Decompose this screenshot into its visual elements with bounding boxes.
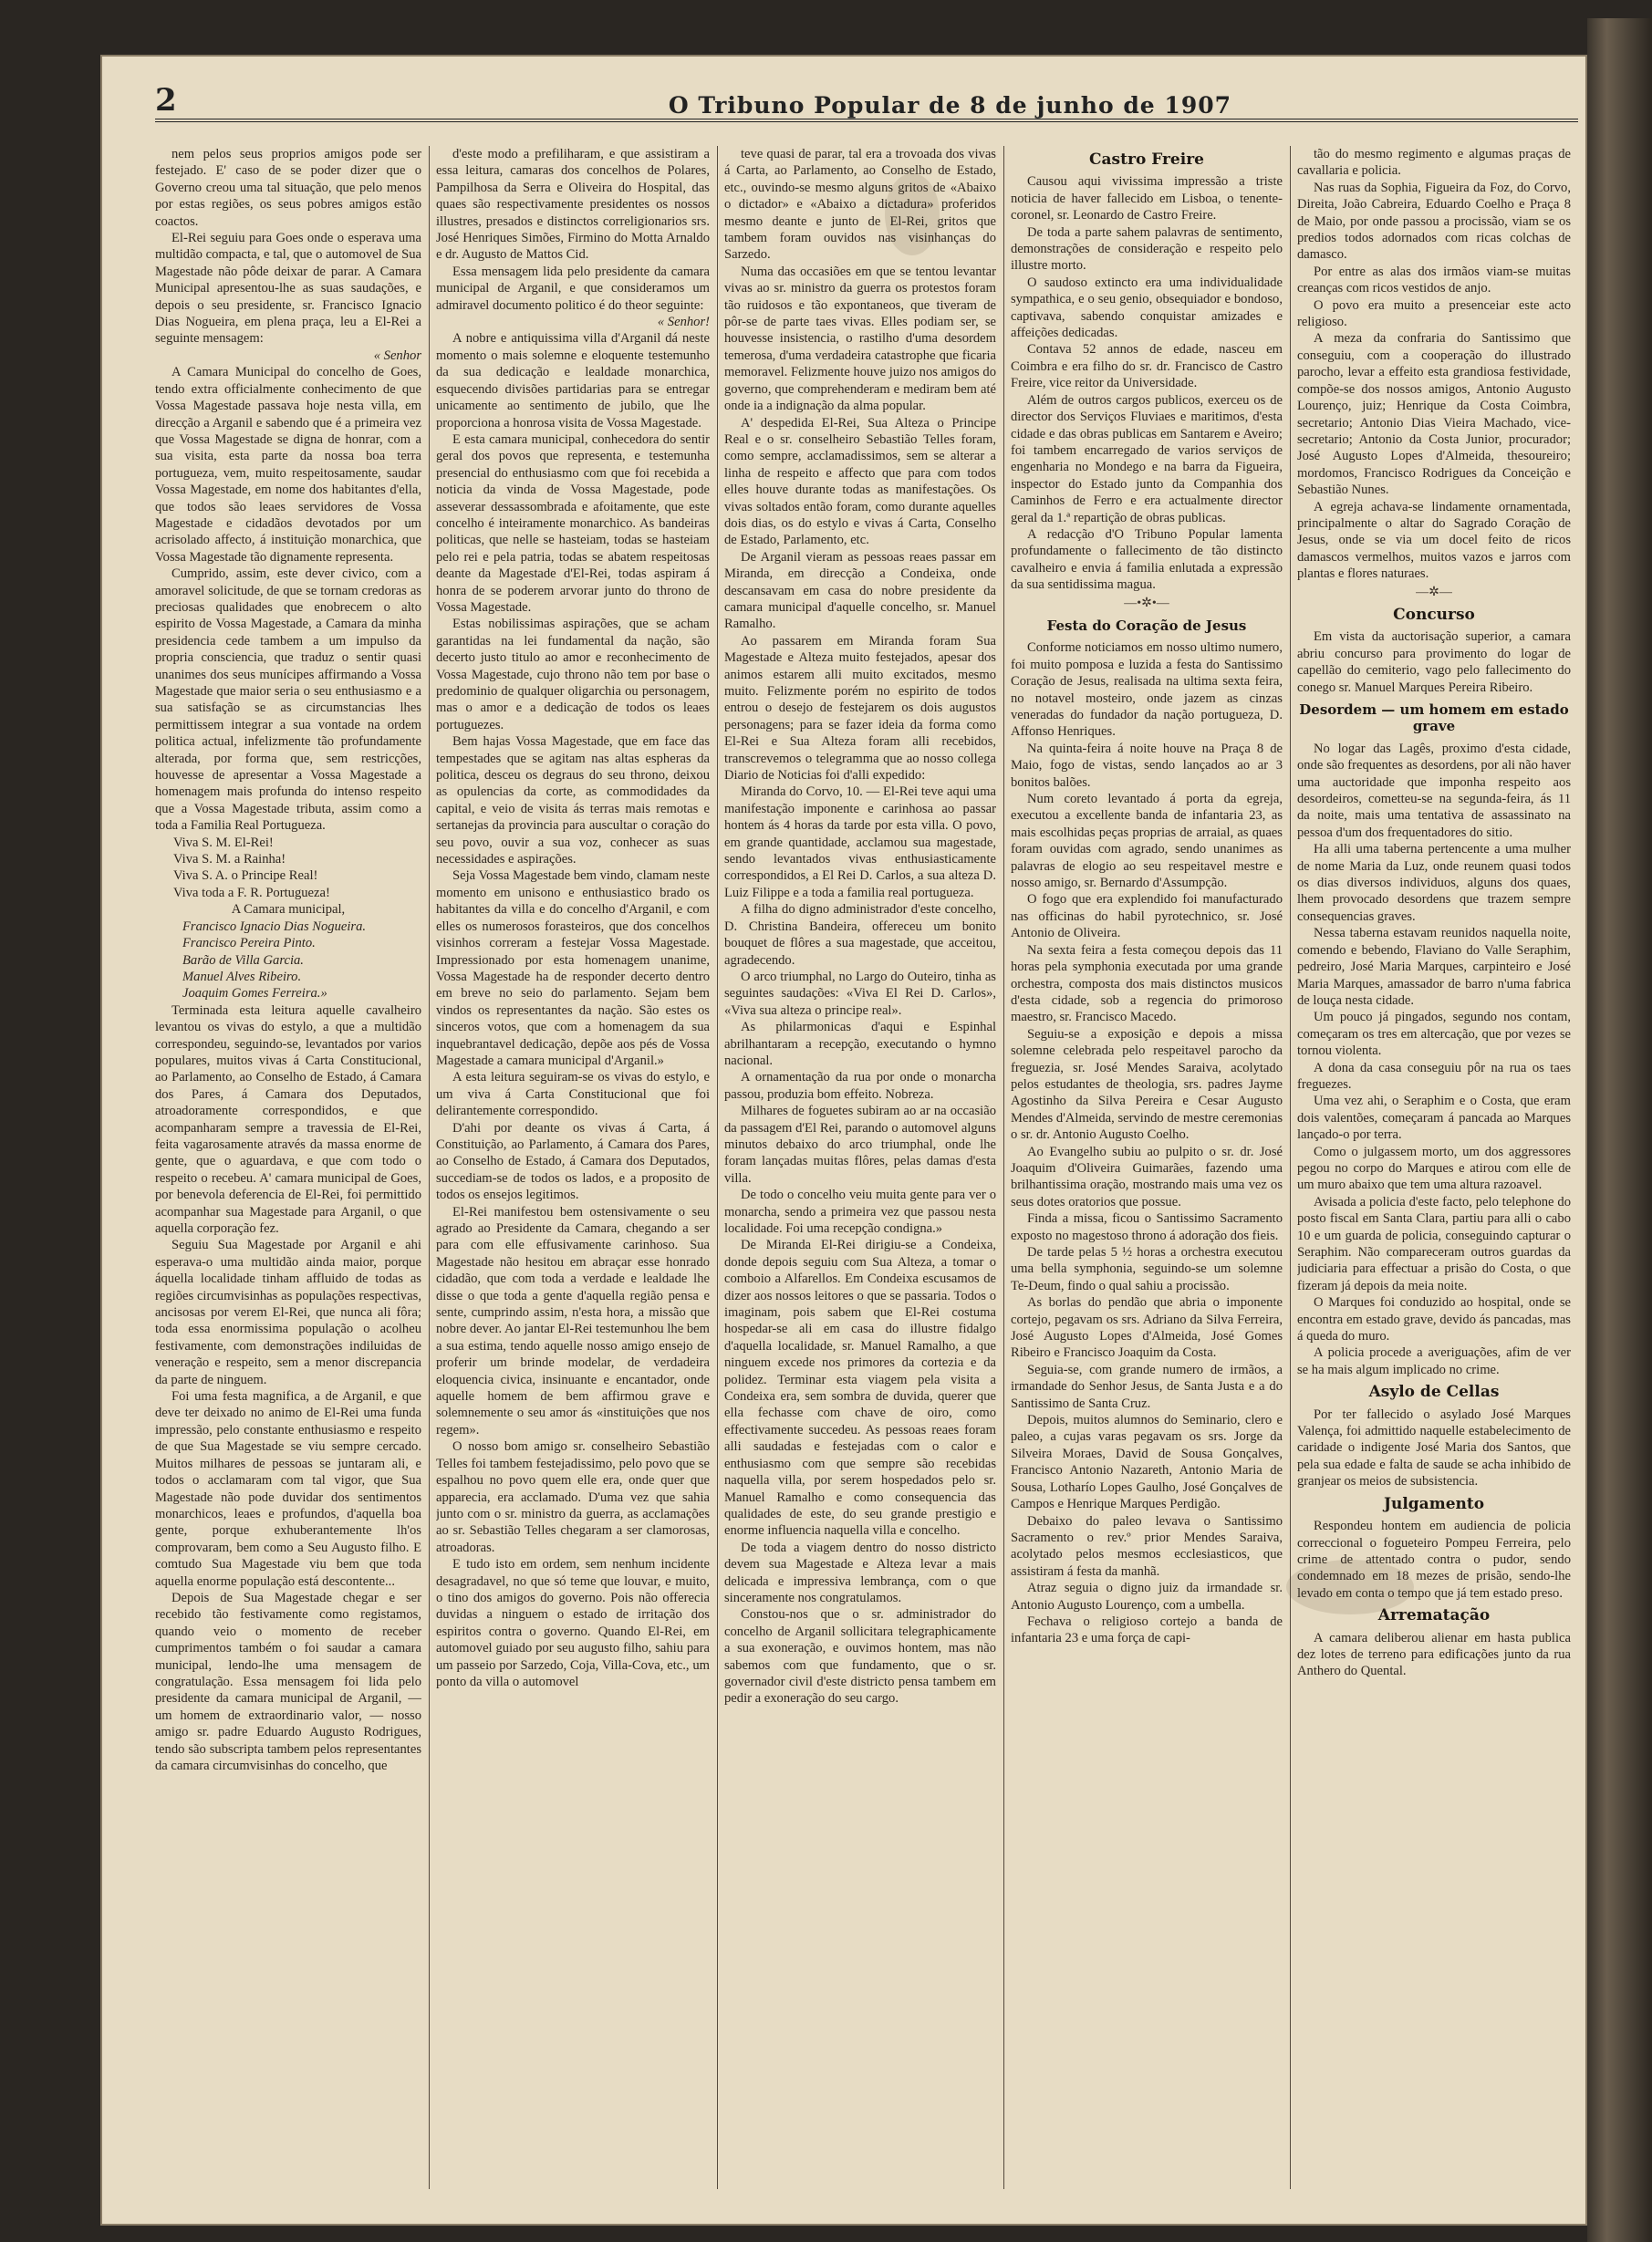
paragraph: Seguia-se, com grande numero de irmãos, a irmandade do Senhor Jesus, de Santa Justa e a do Santissimo de Santa Cruz. (1011, 1362, 1283, 1411)
columns (155, 146, 1578, 2207)
paragraph: A meza da confraria do Santissimo que conseguiu, com a cooperação do illustrado parocho, levar a effeito esta grandiosa festividade, compõe-se dos nossos amigos, Antonio Augusto Lourenço, juiz; Henrique da Costa Coimbra, secretario; Antonio Dias Vieira Machado, vice-secretario; Antonio da Costa Junior, procurador; José Augusto Lopes d'Almeida, thesoureiro; mordomos, Francisco Rodrigues da Conceição e Sebastião Nunes. (1297, 331, 1571, 498)
ornament-divider: —•✲•— (1124, 596, 1169, 610)
article-paragraphs (1297, 146, 1571, 583)
paragraph: Seja Vossa Magestade bem vindo, clamam neste momento em unisono e enthusiastico brado os habitantes da villa e do concelho d'Arganil, e com elles os numerosos forasteiros, que dos concelhos visinhos correram a festejar Vossa Magestade. Impressionado por esta homenagem unanime, Vossa Magestade ha de responder decerto dentro em breve no seio do parlamento. Sejam bem vindos os representantes da nação. São estes os sinceros votos, que com a homenagem da sua inquebrantavel dedicação, depõe aos pés de Vossa Magestade a camara municipal d'Arganil.» (436, 868, 710, 1068)
paragraph: Causou aqui vivissima impressão a triste noticia de haver fallecido em Lisboa, o tenente-coronel, sr. Leonardo de Castro Freire. (1011, 174, 1283, 223)
paragraph: Por entre as alas dos irmãos viam-se muitas creanças com ricos vestidos de anjo. (1297, 264, 1571, 296)
paragraph: Na quinta-feira á noite houve na Praça 8 de Maio, fogo de vistas, sendo lançados ao ar 3 bonitos balões. (1011, 741, 1283, 790)
paragraph: E esta camara municipal, conhecedora do sentir geral dos povos que representa, e testemunha presencial do enthusiasmo com que foi recebida a noticia da vinda de Vossa Magestade, pode asseverar dessassombrada e afoitamente, que este concelho é inteiramente monarchico. As bandeiras politicas, que nelle se hasteiam, todas se hasteiam pelo rei e pela patria, todas se abatem respeitosas deante da Magestade d'El-Rei, todas aspiram á honra de se poderem arvorar junto do throno de Vossa Magestade. (436, 431, 710, 615)
signatories-list (155, 919, 421, 1002)
paragraph: No logar das Lagês, proximo d'esta cidade, onde são frequentes as desordens, por ali não haver uma auctoridade que imponha respeito aos desordeiros, cometteu-se na segunda-feira, ás 11 da noite, mais uma tentativa de assassinato na pessoa d'um dos frequentadores do sitio. (1297, 741, 1571, 840)
message-paragraphs (436, 330, 710, 1069)
paragraph: Além de outros cargos publicos, exerceu os de director dos Serviços Fluviaes e maritimos, d'esta cidade e das obras publicas em Santarem e Aveiro; foi tambem encarregado de varios serviços de engenharia no Mondego e na barra da Figueira, inspector do Estado junto da Companhia dos Caminhos de Ferro e era actualmente director geral da 1.ª repartição de obras publicas. (1011, 392, 1283, 525)
column-1 (155, 146, 421, 2189)
paragraph: Numa das occasiões em que se tentou levantar vivas ao sr. ministro da guerra os protestos foram tão ruidosos e tão expontaneos, que tiveram de pôr-se de parte taes vivas. Elles podiam ser, se houvesse insistencia, o rastilho d'uma desordem temerosa, d'uma verdadeira catastrophe que ficaria memoravel. Felizmente houve juizo nos amigos do governo, que comprehenderam e mediram bem até onde ia a indignação da alma popular. (724, 264, 996, 414)
article-paragraphs (1297, 1406, 1571, 1490)
paragraph: Bem hajas Vossa Magestade, que em face das tempestades que se agitam nas altas espheras da politica, desceu os degraus do seu throno, deixou as opulencias da corte, as commodidades da capital, e veio de visita ás terras mais remotas e sertanejas da provincia para auscultar o coração do seu povo, ouvir a sua voz, conhecer as suas necessidades e aspirações. (436, 734, 710, 867)
paragraph: Avisada a policia d'este facto, pelo telephone do posto fiscal em Santa Clara, partiu para alli o cabo 10 e um guarda de policia, conseguindo capturar o Seraphim. Não compareceram outros guardas da judiciaria para effectuar a prisão do Costa, o que fizeram já depois da meia noite. (1297, 1194, 1571, 1293)
column-rule (1003, 146, 1004, 2189)
headline-festa: Festa do Coração de Jesus (1046, 617, 1247, 634)
paragraph: Ao passarem em Miranda foram Sua Magestade e Alteza muito festejados, apesar dos animos estarem alli muito excitados, mesmo muito. Felizmente porém no espirito de todos entrou o desejo de festejarem os dois augustos personagens; para se fazer ideia da forma como El-Rei e Sua Alteza foram alli recebidos, transcrevemos o telegramma que ao nosso collega Diario de Noticias foi d'alli expedido: (724, 633, 996, 784)
paragraph: E tudo isto em ordem, sem nenhum incidente desagradavel, no que só teme que louvar, e muito, o tino dos amigos do governo. Pois não offerecia duvidas a ninguem o estado de irritação dos espiritos contra o governo. Quando El-Rei, em automovel guiado por seu augusto filho, sahiu para um passeio por Sarzedo, Coja, Villa-Cova, etc., um ponto da villa o automovel (436, 1557, 710, 1689)
paragraph: As borlas do pendão que abria o imponente cortejo, pegavam os srs. Adriano da Silva Ferreira, José Augusto Lopes d'Almeida, José Gomes Ribeiro e Francisco Joaquim da Costa. (1011, 1295, 1283, 1361)
paragraph: Estas nobilissimas aspirações, que se acham garantidas na lei fundamental da nação, são decerto justo titulo ao amor e reconhecimento de Vossa Magestade, cujo throno não tem por base o predominio de qualquer oligarchia ou personagem, mas o amor e a dedicação de todos os leaes portuguezes. (436, 617, 710, 732)
paragraph: nem pelos seus proprios amigos pode ser festejado. E' caso de se poder dizer que o Governo creou uma tal situação, que pelo menos por estas regiões, os seus pobres amigos estão coactos. (155, 147, 421, 229)
paragraph: A esta leitura seguiram-se os vivas do estylo, e um viva á Carta Constitucional que foi delirantemente correspondido. (436, 1070, 710, 1119)
paragraph: De Miranda El-Rei dirigiu-se a Condeixa, donde depois seguiu com Sua Alteza, a tomar o comboio a Alfarellos. Em Condeixa escusamos de dizer aos nossos leitores o que se passaria. Todos o imaginam, pois sabem que El-Rei costuma hospedar-se ali em casa do illustre fidalgo d'aquella localidade, sr. Manuel Ramalho, a que ninguem excede nos primores da cortezia e da polidez. Terminar esta viagem pela visita a Condeixa era, sem sombra de duvida, querer que ella fechasse com chave de oiro, como effectivamente succedeu. As pessoas reaes foram alli saudadas e festejadas com o calor e enthusiasmo com que sempre são recebidas naquella villa, por serem hospedados pelo sr. Manuel Ramalho e como consequencia das qualidades de este, do seu grande prestigio e enorme influencia naquella villa e concelho. (724, 1238, 996, 1539)
paragraph: O povo era muito a presenceiar este acto religioso. (1297, 297, 1571, 330)
paragraph: A redacção d'O Tribuno Popular lamenta profundamente o fallecimento de tão distincto cavalheiro e envia á familia enlutada a expressão da sua sentidissima magua. (1011, 526, 1283, 593)
paragraph: A dona da casa conseguiu pôr na rua os taes freguezes. (1297, 1060, 1571, 1092)
paragraph: A policia procede a averiguações, afim de ver se ha mais algum implicado no crime. (1297, 1345, 1571, 1377)
paragraph: Viva S. M. El-Rei! (173, 835, 274, 850)
page-header (155, 73, 1578, 122)
paragraph: Como o julgassem morto, um dos aggressores pegou no corpo do Marques e atirou com elle de um muro abaixo que tem uma altura razoavel. (1297, 1144, 1571, 1193)
ornament-divider: —✲— (1416, 585, 1452, 599)
column-2 (436, 146, 710, 2189)
paragraph: D'ahi por deante os vivas á Carta, á Constituição, ao Parlamento, á Camara dos Pares, ao Conselho de Estado, á Camara dos Deputados, succediam-se de todos os lados, e a proposito de todos os ensejos legitimos. (436, 1120, 710, 1203)
headline-concurso: Concurso (1393, 605, 1475, 624)
paragraph: Seguiu-se a exposição e depois a missa solemne celebrada pelo respeitavel parocho da freguezia, sr. José Mendes Saraiva, acolytado pelos estudantes de theologia, srs. padres Jayme Agostinho da Silva Pereira e Cesar Augusto Mendes d'Almeida, servindo de mestre ceremonias o sr. dr. Antonio Augusto Coelho. (1011, 1026, 1283, 1143)
paragraph: El-Rei manifestou bem ostensivamente o seu agrado ao Presidente da Camara, chegando a ser para com elle effusivamente carinhoso. Sua Magestade não hesitou em abraçar esse honrado cidadão, que com toda a verdade e lealdade lhe disse o que toda a gente d'aquella região pensa e sente, cumprindo assim, n'esta hora, a missão que nobre dever. Ao jantar El-Rei testemunhou lhe bem a sua estima, tendo aquelle nosso amigo ensejo de proferir um brinde modelar, de verdadeira eloquencia civica, insinuante e encantador, onde aquelle homem de bem affirmou grave e solemnemente o seu amor ás «instituições que nos regem». (436, 1204, 710, 1438)
paragraph: A Camara Municipal do concelho de Goes, tendo extra officialmente conhecimento de que Vossa Magestade passava hoje nesta villa, em direcção a Arganil e sabendo que é a primeira vez que Vossa Magestade se digna de honrar, com a sua visita, esta parte da nossa boa terra portugueza, vem, muito respeitosamente, saudar Vossa Magestade, em nome dos habitantes d'ella, que todos são leaes servidores de Vossa Magestade e cidadãos devotados por um acrisolado affecto, á instituição monarchica, que Vossa Magestade tão dignamente representa. (155, 365, 421, 565)
paragraph: Joaquim Gomes Ferreira.» (182, 986, 327, 1002)
paragraph: Viva S. M. a Rainha! (173, 852, 286, 867)
headline-desordem: Desordem — um homem em estado grave (1299, 701, 1569, 735)
paragraph: Nessa taberna estavam reunidos naquella noite, comendo e bebendo, Flaviano do Valle Seraphim, pedreiro, José Maria Marques, carpinteiro e José Maria Marques, amassador de barro n'uma fabrica de louça nesta cidade. (1297, 926, 1571, 1008)
camara-label: A Camara municipal, (231, 902, 346, 918)
paragraph: Foi uma festa magnifica, a de Arganil, e que deve ter deixado no animo de El-Rei uma funda impressão, pelo constante enthusiasmo e respeito de que Sua Magestade se viu sempre cercado. Muitos milhares de pessoas se juntaram ali, e todos o acclamaram com tal vigor, que Sua Magestade não pode duvidar dos sentimentos monarchicos, leaes e profundos, d'aquella boa gente, porque exhuberantemente lh'os comprovaram, bem como a Seu Augusto filho. E comtudo Sua Magestade viu bem que toda aquella enorme população está descontente... (155, 1389, 421, 1589)
headline-julgamento: Julgamento (1383, 1494, 1485, 1513)
paragraph: A nobre e antiquissima villa d'Arganil dá neste momento o mais solemne e eloquente testemunho da sua dedicação e lealdade monarchica, esquecendo divisões partidarias para se entregar unicamente ao sentimento de jubilo, que lhe proporciona a honrosa visita de Vossa Magestade. (436, 331, 710, 431)
column-5 (1297, 146, 1571, 2189)
paragraph: A' despedida El-Rei, Sua Alteza o Principe Real e o sr. conselheiro Sebastião Telles foram, como sempre, acclamadissimos, sem se alterar a linha de respeito e affecto que para com todos elles houve durante todas as manifestações. Os vivas soltados então foram, como durante aquelles dois dias, os do estylo e vivas á Carta, Conselho de Estado, Parlamento, etc. (724, 415, 996, 548)
paragraph: El-Rei seguiu para Goes onde o esperava uma multidão compacta, e tal, que o automovel de Sua Magestade não pôde deixar de parar. A Camara Municipal apresentou-lhe as suas saudações, e depois o seu presidente, sr. Francisco Ignacio Dias Nogueira, em plena praça, leu a El-Rei a seguinte mensagem: (155, 231, 421, 347)
paragraph: Viva toda a F. R. Portugueza! (173, 885, 330, 900)
paragraph: O arco triumphal, no Largo do Outeiro, tinha as seguintes saudações: «Viva El Rei D. Carlos», «Viva sua alteza o principe real». (724, 969, 996, 1018)
article-paragraphs (1011, 173, 1283, 593)
paragraph: O Marques foi conduzido ao hospital, onde se encontra em estado grave, devido ás pancadas, mas á queda do muro. (1297, 1295, 1571, 1344)
paragraph: Em vista da auctorisação superior, a camara abriu concurso para provimento do logar de capellão do cemiterio, vago pelo fallecimento do conego sr. Manuel Marques Pereira Ribeiro. (1297, 629, 1571, 695)
paragraph: Terminada esta leitura aquelle cavalheiro levantou os vivas do estylo, a que a multidão correspondeu, seguindo-se, levantados por varios populares, muitos vivas á Carta Constitucional, ao Parlamento, ao Conselho de Estado, á Camara dos Pares, á Camara dos Deputados, atroadoramente correspondidos, e que acompanharam sempre a travessia de El-Rei, feita vagarosamente através da massa enorme de gente, que o aguardava, e que com todo o respeito o recebeu. A' camara municipal de Goes, por benevola deferencia de El-Rei, foi permittido acompanhar sua Magestade para Arganil, o que aquella corporação fez. (155, 1002, 421, 1236)
paragraph: De todo o concelho veiu muita gente para ver o monarcha, sendo a primeira vez que passou nesta localidade. Foi uma recepção condigna.» (724, 1188, 996, 1236)
paragraph: Nas ruas da Sophia, Figueira da Foz, do Corvo, Direita, João Cabreira, Eduardo Coelho e Praça 8 de Maio, por onde passou a procissão, viam se os predios todos adornados com ricas colchas de damasco. (1297, 180, 1571, 263)
headline-arrematacao: Arrematação (1377, 1606, 1491, 1625)
paragraph: A ornamentação da rua por onde o monarcha passou, produzia bom effeito. Nobreza. (724, 1070, 996, 1102)
column-rule (717, 146, 718, 2189)
page-number: 2 (155, 82, 177, 119)
paragraph: As philarmonicas d'aqui e Espinhal abrilhantaram a recepção, executando o hymno nacional. (724, 1020, 996, 1068)
paragraph: Finda a missa, ficou o Santissimo Sacramento exposto no magestoso throno á adoração dos fieis. (1011, 1211, 1283, 1243)
paragraph: O nosso bom amigo sr. conselheiro Sebastião Telles foi tambem festejadissimo, pelo povo que se espalhou no povo quem elle era, onde quer que apparecia, era acclamado. D'uma vez que sahia junto com o sr. ministro da guerra, as acclamações ao sr. Sebastião Telles chegaram a ser clamorosas, atroadoras. (436, 1439, 710, 1555)
paragraph: Na sexta feira a festa começou depois das 11 horas pela symphonia executada por uma grande orchestra, composta dos mais distinctos musicos d'esta cidade, sob a regencia do primoroso maestro, sr. Francisco Macedo. (1011, 942, 1283, 1025)
column-3 (724, 146, 996, 2189)
paragraph: De toda a parte sahem palavras de sentimento, demonstrações de consideração e respeito pelo illustre morto. (1011, 224, 1283, 274)
paragraph: De toda a viagem dentro do nosso districto devem sua Magestade e Alteza levar a mais delicada e impressiva lembrança, com o que sinceramente nos congratulamos. (724, 1540, 996, 1605)
vivas-list (155, 835, 421, 902)
paragraph: O saudoso extincto era uma individualidade sympathica, e o seu genio, obsequiador e bondoso, captivava, sabendo conquistar amizades e affeições dedicadas. (1011, 275, 1283, 341)
salutation: « Senhor! (657, 315, 710, 330)
article-paragraphs (155, 146, 421, 348)
paragraph: A egreja achava-se lindamente ornamentada, principalmente o altar do Sagrado Coração de Jesus, onde se via um docel feito de ricos damascos vermelhos, muitos vazos e jarros com plantas e flores naturaes. (1297, 499, 1571, 582)
headline-castro-freire: Castro Freire (1089, 151, 1204, 169)
paragraph: Francisco Ignacio Dias Nogueira. (182, 919, 367, 934)
paragraph: Seguiu Sua Magestade por Arganil e ahi esperava-o uma multidão ainda maior, porque áquella localidade tinham affluido de todas as regiões circumvisinhas as populações respectivas, ancisosas por verem El-Rei, que nunca ali fôra; toda essa enormissima população o acolheu festivamente, com demonstrações indiluidas de veneração e respeito, sem a menor discrepancia da parte de ninguem. (155, 1238, 421, 1387)
paragraph: De Arganil vieram as pessoas reaes passar em Miranda, em direcção a Condeixa, onde descansavam em casa do nobre presidente da camara municipal d'aquelle concelho, sr. Manuel Ramalho. (724, 549, 996, 632)
article-paragraphs (436, 1069, 710, 1690)
article-paragraphs (724, 146, 996, 1707)
paragraph: Essa mensagem lida pelo presidente da camara municipal de Arganil, e que consideramos um admiravel documento politico é do theor seguinte: (436, 264, 710, 313)
paragraph: Respondeu hontem em audiencia de policia correccional o fogueteiro Pompeu Ferreira, pelo crime de attentado contra o pudor, sendo condemnado em 18 mezes de prisão, sendo-lhe levado em conta o tempo que já tem estado preso. (1297, 1519, 1571, 1601)
headline-asylo: Asylo de Cellas (1368, 1383, 1500, 1402)
article-paragraphs (1297, 1630, 1571, 1680)
paragraph: A filha do digno administrador d'este concelho, D. Christina Bandeira, offereceu um bonito bouquet de flôres a sua magestade, que acceitou, agradecendo. (724, 902, 996, 968)
article-paragraphs (1297, 741, 1571, 1378)
column-rule (1290, 146, 1291, 2189)
paragraph: Cumprido, assim, este dever civico, com a amoravel solicitude, de que se tornam credoras as preciosas qualidades que enobrecem o alto espirito de Vossa Magestade, a Camara da minha presidencia cede tambem a um impulso da propria consciencia, que traduz o sentir quasi unanimes dos seus munícipes affirmando a Vossa Magestade que maior seria o seu enthusiasmo e a sua satisfação se as circumstancias lhes permittissem integrar a sua vontade na ordem politica actual, infelizmente tão profundamente alterada, por forma que, sem restricções, houvesse de apresentar a Vossa Magestade a homenagem mais profunda do intenso respeito que a Vossa Magestade tributa, assim como a toda a Familia Real Portugueza. (155, 566, 421, 834)
paragraph: teve quasi de parar, tal era a trovoada dos vivas á Carta, ao Parlamento, ao Conselho de Estado, etc., ouvindo-se mesmo alguns gritos de «Abaixo o dictador» e «Abaixo a dictadura» proferidos mesmo deante e junto de El-Rei, gritos que tambem foram ouvidos nas visinhanças do Sarzedo. (724, 147, 996, 263)
paragraph: Fechava o religioso cortejo a banda de infantaria 23 e uma força de capi- (1011, 1614, 1283, 1646)
column-rule (429, 146, 430, 2189)
paragraph: Conforme noticiamos em nosso ultimo numero, foi muito pomposa e luzida a festa do Santissimo Coração de Jesus, realisada na ultima sexta feira, no notavel mosteiro, onde jazem as cinzas veneradas do fundador da nação portugueza, D. Affonso Henriques. (1011, 640, 1283, 740)
article-paragraphs (436, 146, 710, 314)
message-paragraphs (155, 364, 421, 834)
paragraph: tão do mesmo regimento e algumas praças de cavallaria e policia. (1297, 147, 1571, 179)
paragraph: Ao Evangelho subiu ao pulpito o sr. dr. José Joaquim d'Oliveira Guimarães, fazendo uma brilhantissima oração, mostrando mais uma vez os seus dotes oratorios que possue. (1011, 1144, 1283, 1209)
paragraph: O fogo que era explendido foi manufacturado nas officinas do habil pyrotechnico, sr. José Antonio de Oliveira. (1011, 892, 1283, 941)
paragraph: Atraz seguia o digno juiz da irmandade sr. Antonio Augusto Lourenço, com a umbella. (1011, 1581, 1283, 1613)
binding-gutter (1587, 18, 1652, 2242)
paragraph: Num coreto levantado á porta da egreja, executou a excellente banda de infantaria 23, as mais escolhidas peças proprias de arraial, as quaes foram ouvidas com agrado, sendo unanimes as palavras de elogio ao seu respeitavel mestre e nosso amigo, sr. Bernardo d'Assumpção. (1011, 792, 1283, 891)
paragraph: Manuel Alves Ribeiro. (182, 969, 302, 984)
paragraph: d'este modo a prefiliharam, e que assistiram a essa leitura, camaras dos concelhos de Polares, Pampilhosa da Serra e Oliveira do Hospital, das quaes são respectivamente presidentes os nossos illustres, presados e distinctos correligionarios srs. José Henriques Simões, Firmino do Motta Arnaldo e dr. Augusto de Mattos Cid. (436, 147, 710, 263)
article-paragraphs (1297, 628, 1571, 696)
paragraph: Milhares de foguetes subiram ao ar na occasião da passagem d'El Rei, parando o automovel alguns minutos debaixo do arco triumphal, onde lhe foram lançadas muitas flôres, pelas damas d'esta villa. (724, 1104, 996, 1186)
paragraph: De tarde pelas 5 ½ horas a orchestra executou uma bella symphonia, seguindo-se um solemne Te-Deum, findo o qual sahiu a procissão. (1011, 1245, 1283, 1293)
paragraph: Debaixo do paleo levava o Santissimo Sacramento o rev.º prior Mendes Saraiva, acolytado pelos mesmos ecclesiasticos, que assistiram á festa da manhã. (1011, 1513, 1283, 1579)
paragraph: Contava 52 annos de edade, nasceu em Coimbra e era filho do sr. dr. Francisco de Castro Freire, vice reitor da Universidade. (1011, 342, 1283, 391)
paragraph: Miranda do Corvo, 10. — El-Rei teve aqui uma manifestação imponente e carinhosa ao passar hontem ás 4 horas da tarde por esta villa. O povo, em grande quantidade, acclamou sua magestade, sendo levantados vivas enthusiasticamente correspondidos, a El Rei D. Carlos, a sua alteza D. Luiz Filippe e a toda a familia real portugueza. (724, 784, 996, 900)
paragraph: Barão de Villa Garcia. (182, 952, 304, 968)
article-paragraphs (1011, 639, 1283, 1646)
newspaper-page (100, 55, 1587, 2226)
paragraph: Ha alli uma taberna pertencente a uma mulher de nome Maria da Luz, onde reunem quasi todos os dias diversos individuos, alguns dos quaes, lhem provocado desordens que trazem sempre consequencias graves. (1297, 842, 1571, 924)
paragraph: Por ter fallecido o asylado José Marques Valença, foi admittido naquelle estabelecimento de caridade o indigente José Maria dos Santos, que pela sua edade e falta de saude se acha inhibido de granjear os meios de subsistencia. (1297, 1406, 1571, 1489)
article-paragraphs (155, 1002, 421, 1775)
masthead: O Tribuno Popular de 8 de junho de 1907 (668, 92, 1231, 119)
column-4 (1011, 146, 1283, 2189)
paragraph: Depois de Sua Magestade chegar e ser recebido tão festivamente como registamos, quando veio o momento de receber cumprimentos também o foi saudar a camara municipal, lendo-lhe uma mensagem de congratulação. Essa mensagem foi lida pelo presidente da camara municipal de Arganil, — um homem de extraordinario valor, — nosso amigo sr. padre Eduardo Augusto Rodrigues, tendo são subscripta tambem pelos representantes da camara circumvisinhas do concelho, que (155, 1590, 421, 1773)
paragraph: A camara deliberou alienar em hasta publica dez lotes de terreno para edificações junto da rua Anthero do Quental. (1297, 1630, 1571, 1679)
salutation: « Senhor (373, 348, 421, 363)
article-paragraphs (1297, 1518, 1571, 1602)
paragraph: Uma vez ahi, o Seraphim e o Costa, que eram dois valentões, começaram á pancada ao Marques lançado-o por terra. (1297, 1094, 1571, 1143)
paragraph: Constou-nos que o sr. administrador do concelho de Arganil sollicitara telegraphicamente a sua exoneração, e ouvimos hontem, mas não sabemos com que fundamento, que o sr. governador civil d'este districto pensa tambem em pedir a exoneração do seu cargo. (724, 1607, 996, 1707)
paragraph: Francisco Pereira Pinto. (182, 936, 316, 951)
paragraph: Viva S. A. o Principe Real! (173, 868, 318, 884)
paragraph: Um pouco já pingados, segundo nos contam, começaram os tres em altercação, que por vezes se tornou violenta. (1297, 1010, 1571, 1059)
paragraph: Depois, muitos alumnos do Seminario, clero e paleo, a cujas varas pegavam os srs. Jorge da Silveira Moraes, David de Sousa Gonçalves, Francisco Antonio Nazareth, Antonio Maria de Sousa, Lotharío Lopes Gaulho, José Gonçalves de Campos e Henrique Marques Perdigão. (1011, 1413, 1283, 1512)
